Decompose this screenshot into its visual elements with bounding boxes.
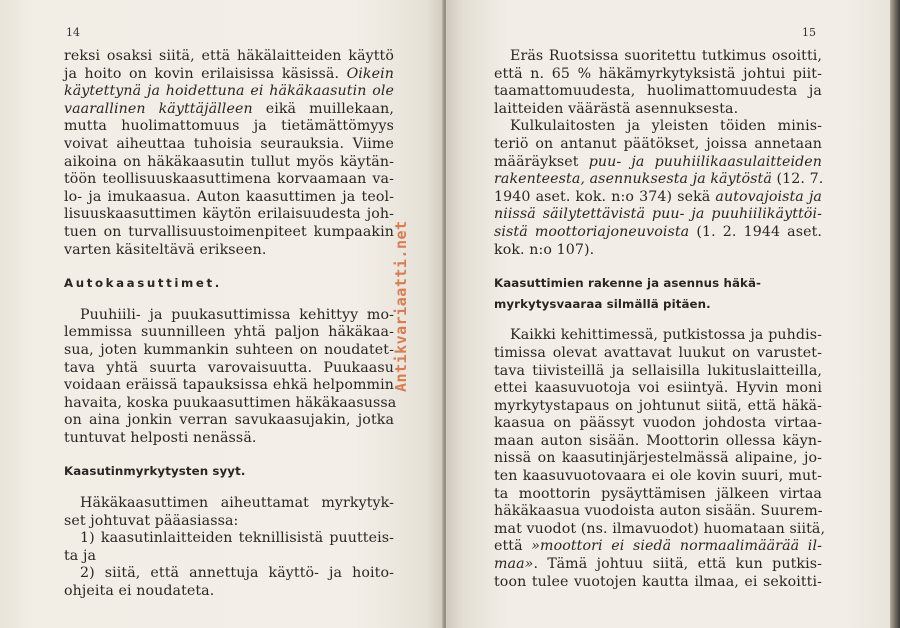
text-line: voidaan eräissä tapauksissa ehkä helpommin <box>64 377 394 394</box>
right-page-text <box>494 48 826 591</box>
text-line: ja hoito on kovin erilaisissa käsissä. Oikein <box>64 65 394 82</box>
text-line: tava tiivisteillä ja sellaisilla lukituslaitteilla, <box>494 362 822 379</box>
section-heading-kaasuttimien-rakenne-cont: myrkytysvaaraa silmällä pitäen. <box>494 296 711 311</box>
text-line: havaita, koska puukaasuttimen häkäkaasussa <box>64 394 397 411</box>
text-line: teriö on antanut päätökset, joissa annetaan <box>494 135 822 152</box>
text-line: määräykset puu- ja puuhiilikaasulaitteiden <box>494 153 822 170</box>
text-line: 1940 aset. kok. n:o 374) sekä autovajoista ja <box>494 188 822 205</box>
text-line: reksi osaksi siitä, että häkälaitteiden käyttö <box>64 48 394 64</box>
text-line: ettei kaasuvuotoja voi esiintyä. Hyvin moni <box>494 380 822 397</box>
text-line: lo- ja imukaasua. Auton kaasuttimen ja teol- <box>64 188 394 205</box>
text-line: mutta huolimattomuus ja tietämättömyys <box>64 118 394 135</box>
text-line: Kulkulaitosten ja yleisten töiden minis- <box>510 118 822 135</box>
text-line: ta ja <box>64 547 97 564</box>
text-line: ta moottorin pysäyttämisen jälkeen virtaa <box>494 485 822 502</box>
text-line: 2) siitä, että annettuja käyttö- ja hoito- <box>80 565 394 582</box>
text-line: nissä on kaasutinjärjestelmässä alipaine, jo- <box>494 450 822 467</box>
antikvariaatti-watermark: Antikvariaatti.net <box>392 220 410 392</box>
text-line: sistä moottoriajoneuvoista (1. 2. 1944 aset. <box>494 223 822 240</box>
text-line: tava yhtä suurta varovaisuutta. Puukaasu <box>64 359 394 376</box>
text-line: 1) kaasutinlaitteiden teknillisistä puutteis- <box>80 530 394 547</box>
text-line: voivat aiheuttaa tuhoisia seurauksia. Viime <box>64 135 394 152</box>
text-line: taamattomuudesta, huolimattomuudesta ja <box>494 83 822 100</box>
text-line: Kaikki kehittimessä, putkistossa ja puhdis- <box>510 327 822 344</box>
text-line: että n. 65 % häkämyrkytyksistä johtui piit- <box>494 65 822 82</box>
text-line: laitteiden väärästä asennuksesta. <box>494 100 739 117</box>
text-line: lemmissa suunnilleen yhtä paljon häkäkaa- <box>64 324 394 341</box>
text-line: sua, joten kummankin suhteen on noudatet- <box>64 341 394 358</box>
text-line: aikoina on häkäkaasutin tullut myös käytän- <box>64 153 394 170</box>
text-line: vaarallinen käyttäjälleen eikä muillekaan, <box>64 100 394 117</box>
text-line: toon tulee vuotojen kautta ilmaa, ei sekoitti- <box>494 573 822 590</box>
page-number-right: 15 <box>802 26 816 39</box>
text-line: kaasua on päässyt vuodon johdosta virtaa- <box>494 415 822 432</box>
text-line: myrkytystapaus on johtunut siitä, että häkä- <box>494 397 822 414</box>
text-line: rakenteesta, asennuksesta ja käytöstä (12. 7. <box>494 171 824 188</box>
text-line: varten käsiteltävä erikseen. <box>64 241 267 258</box>
text-line: tuntuvat helposti nenässä. <box>64 429 257 446</box>
text-line: ten kaasuvuotovaara ei ole kovin suuri, mut- <box>494 468 822 485</box>
section-heading-kaasuttimien-rakenne: Kaasuttimien rakenne ja asennus häkä- <box>494 276 762 291</box>
text-line: ohjeita ei noudateta. <box>64 583 215 600</box>
text-line: käytettynä ja hoidettuna ei häkäkaasutin ole <box>64 83 394 100</box>
text-line: set johtuvat pääasiassa: <box>64 512 239 529</box>
text-line: kok. n:o 107). <box>494 241 595 258</box>
text-line: niissä säilytettävistä puu- ja puuhiilikäyttöi- <box>494 206 822 223</box>
section-heading-autokaasuttimet: Autokaasuttimet. <box>64 276 222 291</box>
text-line: mat vuodot (ns. ilmavuodot) huomataan siitä, <box>494 520 826 537</box>
right-page <box>446 0 892 628</box>
text-line: maa». Tämä johtuu siitä, että kun putkis- <box>494 556 822 573</box>
left-page <box>0 0 444 628</box>
page-edge-shadow <box>890 0 900 628</box>
left-page-text <box>64 48 397 601</box>
text-line: timissa olevat avattavat luukut on varustet- <box>494 344 822 361</box>
text-line: maan auton sisään. Moottorin ollessa käyn- <box>494 432 822 449</box>
text-line: Puuhiili- ja puukasuttimissa kehittyy mo- <box>80 306 394 323</box>
text-line: Eräs Ruotsissa suoritettu tutkimus osoitti, <box>510 48 822 64</box>
text-line: häkäkaasua vuodoista auton sisään. Suurem- <box>494 503 823 520</box>
text-line: että »moottori ei siedä normaalimäärää il- <box>494 538 822 555</box>
text-line: tuen on turvallisuustoimenpiteet kumpaakin <box>64 223 394 240</box>
text-line: lisuuskaasuttimen käytön erilaisuudesta joh- <box>64 206 394 223</box>
section-heading-kaasutinmyrkytysten-syyt: Kaasutinmyrkytysten syyt. <box>64 464 246 479</box>
text-line: Häkäkaasuttimen aiheuttamat myrkytyk- <box>80 495 394 512</box>
text-line: on aina jonkin verran savukaasujakin, jotka <box>64 412 394 429</box>
text-line: töön teollisuuskaasuttimena korvaamaan va- <box>64 171 394 188</box>
page-number-left: 14 <box>66 26 80 39</box>
